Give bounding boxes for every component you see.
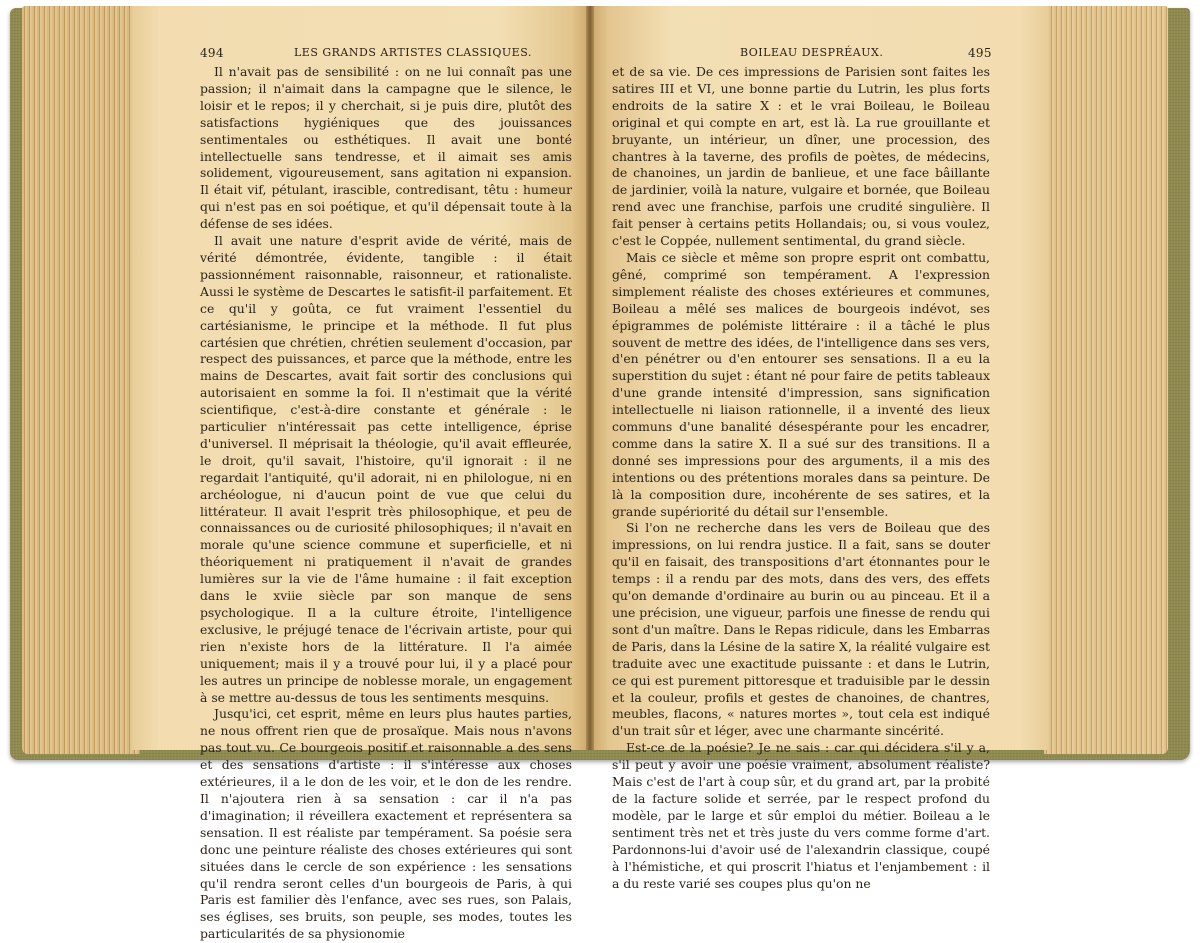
page-edges-left: [22, 6, 140, 754]
page-number: 494: [200, 46, 224, 60]
paragraph: Est-ce de la poésie? Je ne sais : car qui décidera s'il y a, s'il peut y avoir une poésie vraiment, absolument réaliste? Mais c'est de l'art à coup sûr, et du grand art, par la probité de la facture solide et serrée, par le respect profond du modèle, par le large et sûr emploi du métier. Boileau a le sentiment très net et très juste du vers comme forme d'art. Pardonnons-lui d'avoir usé de l'alexandrin classique, coupé à l'hémistiche, et qui proscrit l'hiatus et l'enjambement : il a du reste varié ses coupes plus qu'on ne: [612, 740, 990, 891]
right-page: [590, 6, 1048, 891]
running-head-title: LES GRANDS ARTISTES CLASSIQUES.: [294, 46, 532, 59]
paragraph: Mais ce siècle et même son propre esprit ont combattu, gêné, comprimé son tempérament. A l'expression simplement réaliste des choses extérieures et communes, Boileau a mêlé ses malices de bourgeois indévot, ses épigrammes de polémiste littéraire : il a tâché le plus souvent de mettre des idées, de l'intelligence dans ses vers, d'en pénétrer ou d'en entourer ses sensations. Il a eu la superstition du sujet : étant né pour faire de petits tableaux d'une grande intensité d'impression, sans signification intellectuelle ni liaison rationnelle, il a inventé des lieux communs d'une banalité désespérante pour les encadrer, comme dans la satire X. Il a sué sur des transitions. Il a donné ses impressions pour des arguments, il a mis des intentions ou des prétentions morales dans sa peinture. De là la composition dure, incohérente de ses satires, et la grande supériorité du détail sur l'ensemble.: [612, 249, 990, 519]
paragraph: et de sa vie. De ces impressions de Parisien sont faites les satires III et VI, une bonne partie du Lutrin, les plus forts endroits de la satire X : et le vrai Boileau, le Boileau original et qui compte en art, est là. La rue grouillante et bruyante, un intérieur, un dîner, une procession, des chantres à la taverne, des profils de poètes, de médecins, de chanoines, un jardin de banlieue, et une face bâillante de jardinier, voilà la nature, vulgaire et bornée, que Boileau rend avec une franchise, parfois une crudité singulière. Il fait penser à certains petits Hollandais; ou, si vous voulez, c'est le Coppée, nullement sentimental, du grand siècle.: [612, 64, 990, 249]
paragraph: Il n'avait pas de sensibilité : on ne lui connaît pas une passion; il n'aimait dans la campagne que le silence, le loisir et le repos; il y cherchait, si je puis dire, plutôt des satisfactions hygiéniques que des jouissances sentimentales ou esthétiques. Il avait une bonté intellectuelle sans tendresse, et il aimait ses amis solidement, vigoureusement, sans agitation ni expansion. Il était vif, pétulant, irascible, contredisant, têtu : humeur qui n'est pas en soi poétique, et qu'il dépensait toute à la défense de ses idées.: [200, 64, 572, 232]
body-text: [612, 64, 990, 892]
paragraph: Jusqu'ici, cet esprit, même en leurs plus hautes parties, ne nous offrent rien que de prosaïque. Mais nous n'avons pas tout vu. Ce bourgeois positif et raisonnable a des sens et des sensations d'artiste : il s'intéresse aux choses extérieures, il a le don de les voir, et le don de les rendre. Il n'ajoutera rien à sa sensation : car il n'a pas d'imagination; il réveillera exactement et représentera sa sensation. Il est réaliste par tempérament. Sa poésie sera donc une peinture réaliste des choses extérieures qui sont situées dans le cercle de son expérience : les sensations qu'il rendra seront celles d'un bourgeois de Paris, à qui Paris est familier dès l'enfance, avec ses rues, son Palais, ses églises, ses bruits, son peuple, ses modes, toutes les particularités de sa physionomie: [200, 706, 572, 942]
running-head-title: BOILEAU DESPRÉAUX.: [740, 46, 884, 59]
paragraph: Si l'on ne recherche dans les vers de Boileau que des impressions, on lui rendra justice. Il a fait, sans se douter qu'il en faisait, des transpositions d'art étonnantes pour le temps : il a rendu par des mots, dans des vers, des effets qu'on demande d'ordinaire au burin ou au pinceau. Et il a une précision, une vigueur, parfois une finesse de rendu qui sont d'un maître. Dans le Repas ridicule, dans les Embarras de Paris, dans la Lésine de la satire X, la réalité vulgaire est traduite avec une exactitude puissante : et dans le Lutrin, ce qui est purement pittoresque et traduisible par le dessin et la couleur, profils et gestes de chanoines, de chantres, meubles, flacons, « natures mortes », tout cela est indiqué d'un trait sûr et léger, avec une charmante sincérité.: [612, 520, 990, 739]
body-text: [200, 64, 572, 943]
paragraph: Il avait une nature d'esprit avide de vérité, mais de vérité démontrée, évidente, tangible : il était passionnément raisonnable, raisonneur, et rationaliste. Aussi le système de Descartes le satisfit-il parfaitement. Et ce qu'il y goûta, ce fut vraiment l'essentiel du cartésianisme, le principe et la méthode. Il fut plus cartésien que chrétien, chrétien seulement d'occasion, par respect des puissances, et parce que la méthode, entre les mains de Descartes, avait fait sortir des conclusions qui autorisaient en somme la foi. Il n'estimait que la vérité scientifique, c'est-à-dire constante et générale : le particulier n'intéressait pas cette intelligence, éprise d'universel. Il méprisait la théologie, qu'il avait effleurée, le droit, qu'il savait, l'histoire, qu'il ignorait : il ne regardait l'antiquité, qu'il adorait, ni en philologue, ni en archéologue, ni d'aucun point de vue que celui du littérateur. Il avait l'esprit très philosophique, et peu de connaissances ou de curiosité philosophiques; il n'avait en morale qu'une science commune et superficielle, et ni théoriquement ni pratiquement il n'avait de grandes lumières sur la vie de l'âme humaine : il fait exception dans le xviie siècle par son manque de sens psychologique. Il a la culture étroite, l'intelligence exclusive, le préjugé tenace de l'écrivain artiste, pour qui rien n'existe hors de la littérature. Il l'a aimée uniquement; mais il y a trouvé pour lui, il y a placé pour les autres un principe de noblesse morale, un engagement à se mettre au-dessus de tous les sentiments mesquins.: [200, 233, 572, 705]
left-page: [132, 6, 590, 942]
page-number: 495: [968, 46, 992, 60]
book-gutter: [586, 6, 594, 750]
page-edges-right: [1044, 6, 1168, 754]
